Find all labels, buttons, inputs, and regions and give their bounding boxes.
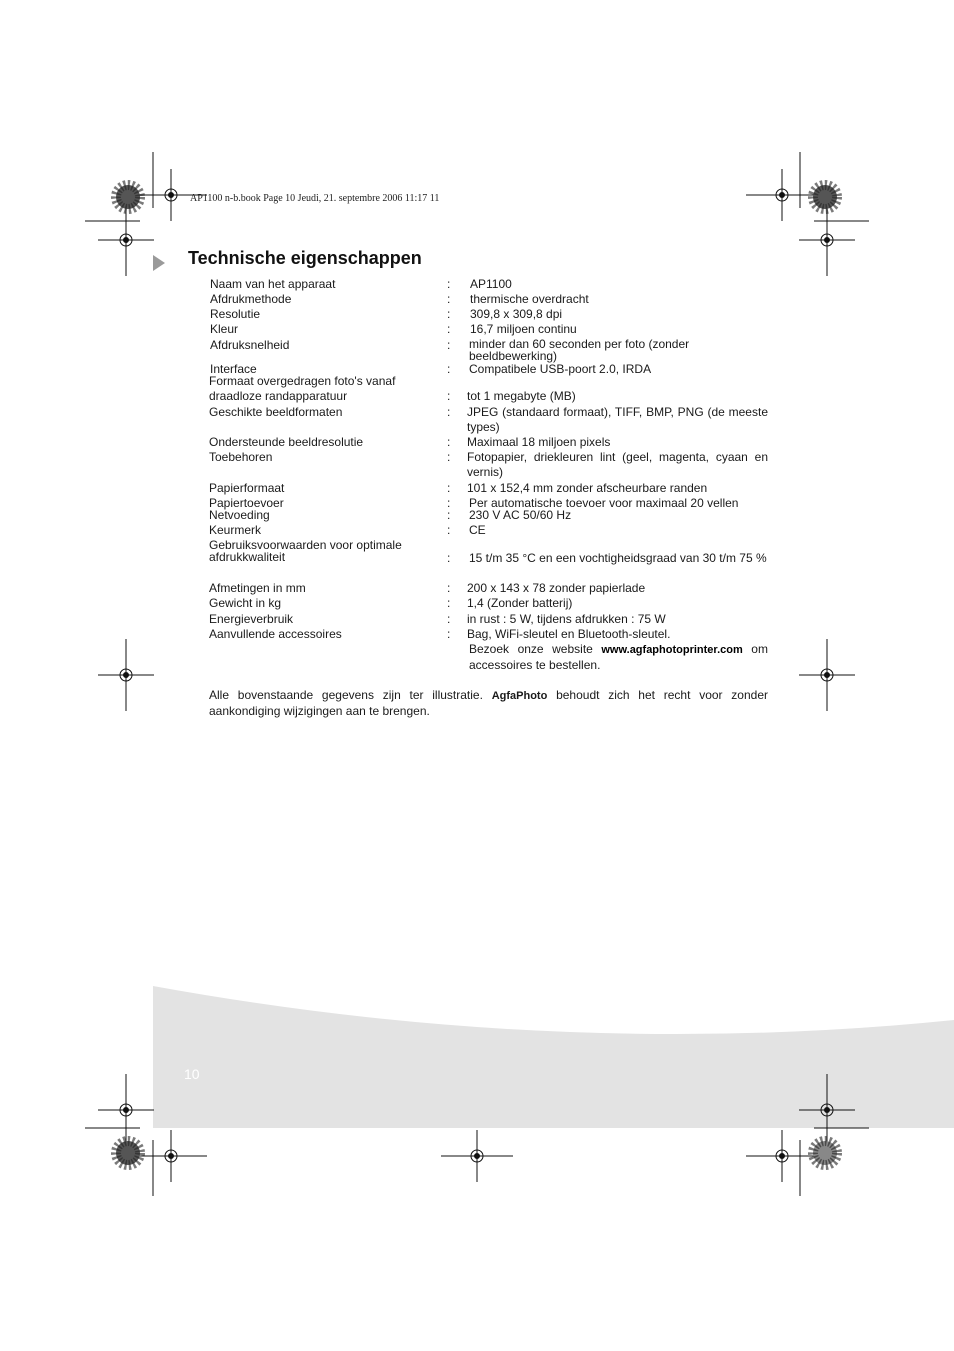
spec-sep: : <box>447 481 451 495</box>
spec-label: Naam van het apparaat <box>210 277 336 291</box>
spec-label: Ondersteunde beeldresolutie <box>209 435 364 449</box>
spec-sep: : <box>447 292 451 306</box>
spec-label: Papierformaat <box>209 481 285 495</box>
spec-value: AP1100 <box>470 277 512 291</box>
spec-label: Gewicht in kg <box>209 596 282 610</box>
spec-value: thermische overdracht <box>470 292 589 306</box>
disclaimer-prefix: Alle bovenstaande gegevens zijn ter illustratie. <box>209 688 492 702</box>
spec-sep: : <box>447 322 451 336</box>
website-link[interactable]: www.agfaphotoprinter.com <box>601 644 743 656</box>
spec-label: Toebehoren <box>209 450 273 464</box>
spec-value: Fotopapier, driekleuren lint (geel, magenta, cyaan en vernis) <box>467 450 768 479</box>
disclaimer-suffix: behoudt zich het recht voor zonder aankondiging wijzigingen aan te brengen. <box>209 688 768 718</box>
spec-label: Afmetingen in mm <box>209 581 306 595</box>
spec-sep: : <box>447 627 451 641</box>
accessories-note-prefix: Bezoek onze website <box>469 642 602 656</box>
spec-value: 101 x 152,4 mm zonder afscheurbare randen <box>467 481 708 495</box>
file-info-header: AP1100 n-b.book Page 10 Jeudi, 21. septembre 2006 11:17 11 <box>190 193 440 204</box>
spec-value: Compatibele USB-poort 2.0, IRDA <box>469 362 652 376</box>
spec-label: Formaat overgedragen foto's vanaf draadloze randapparatuur <box>209 374 396 403</box>
spec-value: Maximaal 18 miljoen pixels <box>467 435 611 449</box>
spec-value: minder dan 60 seconden per foto (zonder beeldbewerking) <box>469 337 690 363</box>
spec-label: Interface <box>210 362 257 376</box>
spec-sep: : <box>447 277 451 291</box>
spec-label: Energieverbruik <box>209 612 294 626</box>
spec-sep: : <box>447 435 451 449</box>
spec-value: Bag, WiFi-sleutel en Bluetooth-sleutel. <box>467 627 671 641</box>
spec-label: Papiertoevoer <box>209 496 284 510</box>
spec-sep: : <box>447 508 451 522</box>
spec-sep: : <box>447 362 451 376</box>
spec-sep: : <box>447 338 451 352</box>
spec-label: Keurmerk <box>209 523 262 537</box>
spec-label: Afdrukmethode <box>210 292 292 306</box>
spec-label: Resolutie <box>210 307 261 321</box>
spec-value: in rust : 5 W, tijdens afdrukken : 75 W <box>467 612 666 626</box>
spec-label: Afdruksnelheid <box>210 338 290 352</box>
spec-sep: : <box>447 496 451 510</box>
spec-sep: : <box>447 450 451 464</box>
spec-value: 1,4 (Zonder batterij) <box>467 596 573 610</box>
spec-label: Gebruiksvoorwaarden voor optimale afdrukkwaliteit <box>209 538 402 564</box>
spec-sep: : <box>447 612 451 626</box>
spec-sep: : <box>447 389 451 403</box>
spec-label: Aanvullende accessoires <box>209 627 342 641</box>
spec-sep: : <box>447 581 451 595</box>
spec-sep: : <box>447 596 451 610</box>
disclaimer <box>209 688 768 719</box>
spec-sep: : <box>447 523 451 537</box>
spec-sep: : <box>447 307 451 321</box>
spec-value: 15 t/m 35 °C en een vochtigheidsgraad van 30 t/m 75 % <box>469 551 767 565</box>
spec-value: 16,7 miljoen continu <box>470 322 577 336</box>
section-title: Technische eigenschappen <box>188 248 422 268</box>
spec-value: JPEG (standaard formaat), TIFF, BMP, PNG (de meeste types) <box>467 405 768 434</box>
accessories-note-suffix: om accessoires te bestellen. <box>469 642 768 672</box>
spec-sep: : <box>447 405 451 419</box>
page-number: 10 <box>184 1066 200 1082</box>
spec-value: 200 x 143 x 78 zonder papierlade <box>467 581 646 595</box>
spec-value: Per automatische toevoer voor maximaal 20 vellen <box>469 496 739 510</box>
brand-name: AgfaPhoto <box>491 690 548 702</box>
spec-sep: : <box>447 551 451 565</box>
spec-label: Geschikte beeldformaten <box>209 405 343 419</box>
spec-value: tot 1 megabyte (MB) <box>467 389 576 403</box>
spec-value: 309,8 x 309,8 dpi <box>470 307 563 321</box>
accessories-note <box>469 642 768 673</box>
section-arrow-icon <box>153 255 165 271</box>
spec-label: Kleur <box>210 322 239 336</box>
spec-label: Netvoeding <box>209 508 270 522</box>
spec-value: CE <box>469 523 486 537</box>
spec-value: 230 V AC 50/60 Hz <box>469 508 572 522</box>
